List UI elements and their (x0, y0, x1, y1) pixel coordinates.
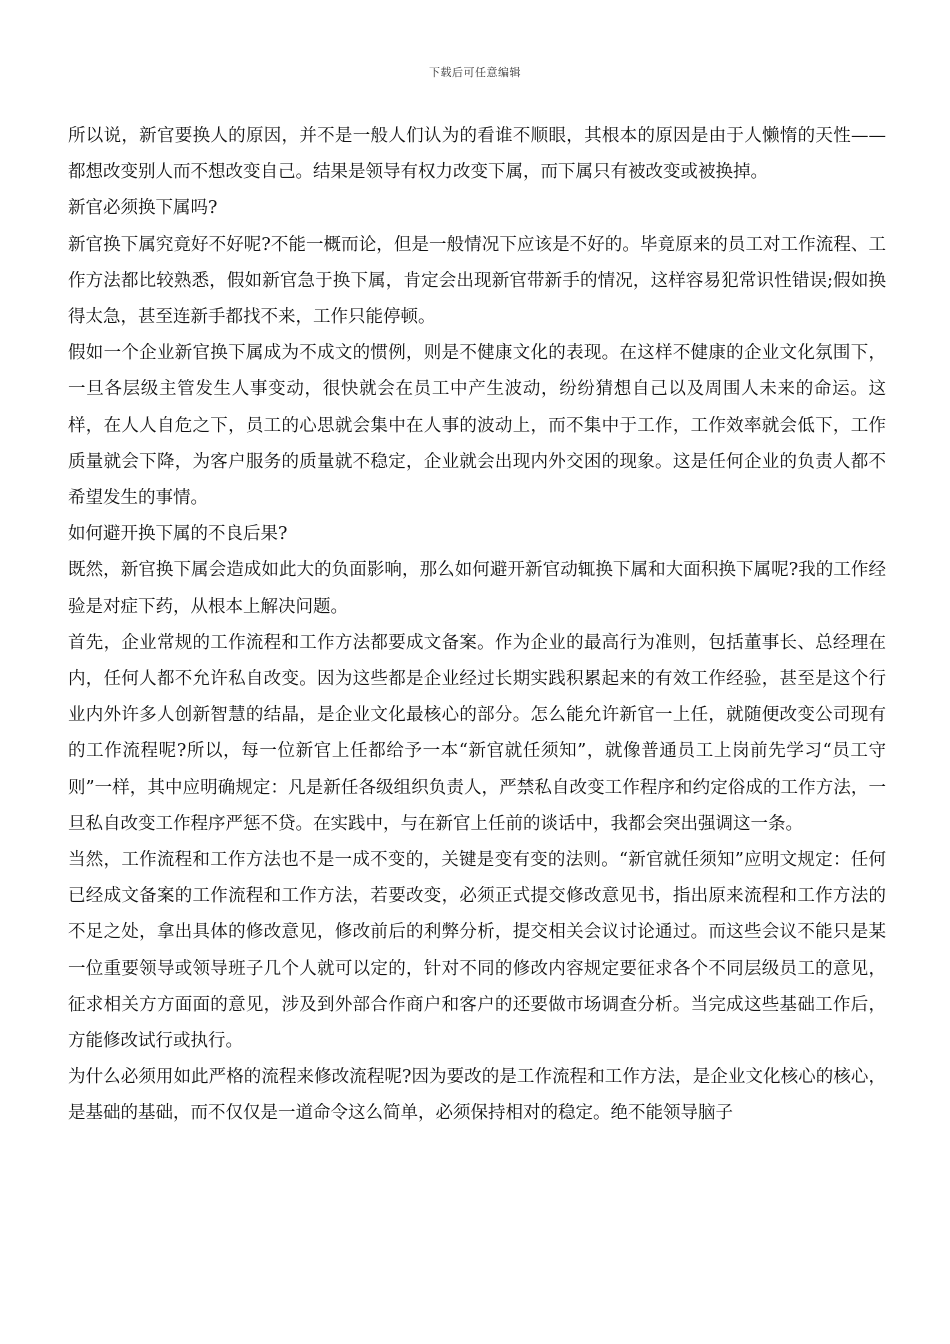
paragraph: 既然，新官换下属会造成如此大的负面影响，那么如何避开新官动辄换下属和大面积换下属呢?我的工作经验是对症下药，从根本上解决问题。 (68, 560, 886, 617)
section-heading: 如何避开换下属的不良后果? (68, 524, 288, 545)
section-heading: 新官必须换下属吗? (68, 198, 218, 219)
paragraph: 所以说，新官要换人的原因，并不是一般人们认为的看谁不顺眼，其根本的原因是由于人懒惰的天性——都想改变别人而不想改变自己。结果是领导有权力改变下属，而下属只有被改变或被换掉。 (68, 126, 886, 183)
paragraph: 为什么必须用如此严格的流程来修改流程呢?因为要改的是工作流程和工作方法，是企业文化核心的核心，是基础的基础，而不仅仅是一道命令这么简单，必须保持相对的稳定。绝不能领导脑子 (68, 1067, 886, 1124)
page-header: 下载后可任意编辑 (429, 66, 521, 79)
paragraph: 新官换下属究竟好不好呢?不能一概而论，但是一般情况下应该是不好的。毕竟原来的员工对工作流程、工作方法都比较熟悉，假如新官急于换下属，肯定会出现新官带新手的情况，这样容易犯常识性错误;假如换得太急，甚至连新手都找不来，工作只能停顿。 (68, 234, 886, 328)
paragraph: 首先，企业常规的工作流程和工作方法都要成文备案。作为企业的最高行为准则，包括董事长、总经理在内，任何人都不允许私自改变。因为这些都是企业经过长期实践积累起来的有效工作经验，甚至是这个行业内外许多人创新智慧的结晶，是企业文化最核心的部分。怎么能允许新官一上任，就随便改变公司现有的工作流程呢?所以，每一位新官上任都给予一本“新官就任须知”，就像普通员工上岗前先学习“员工守则”一样，其中应明确规定：凡是新任各级组织负责人，严禁私自改变工作程序和约定俗成的工作方法，一旦私自改变工作程序严惩不贷。在实践中，与在新官上任前的谈话中，我都会突出强调这一条。 (68, 632, 886, 834)
paragraph: 当然，工作流程和工作方法也不是一成不变的，关键是变有变的法则。“新官就任须知”应明文规定：任何已经成文备案的工作流程和工作方法，若要改变，必须正式提交修改意见书，指出原来流程和工作方法的不足之处，拿出具体的修改意见，修改前后的利弊分析，提交相关会议讨论通过。而这些会议不能只是某一位重要领导或领导班子几个人就可以定的，针对不同的修改内容规定要征求各个不同层级员工的意见，征求相关方方面面的意见，涉及到外部合作商户和客户的还要做市场调查分析。当完成这些基础工作后，方能修改试行或执行。 (68, 850, 886, 1052)
document-body (68, 118, 886, 1132)
paragraph: 假如一个企业新官换下属成为不成文的惯例，则是不健康文化的表现。在这样不健康的企业文化氛围下，一旦各层级主管发生人事变动，很快就会在员工中产生波动，纷纷猜想自己以及周围人未来的命运。这样，在人人自危之下，员工的心思就会集中在人事的波动上，而不集中于工作，工作效率就会低下，工作质量就会下降，为客户服务的质量就不稳定，企业就会出现内外交困的现象。这是任何企业的负责人都不希望发生的事情。 (68, 343, 886, 509)
